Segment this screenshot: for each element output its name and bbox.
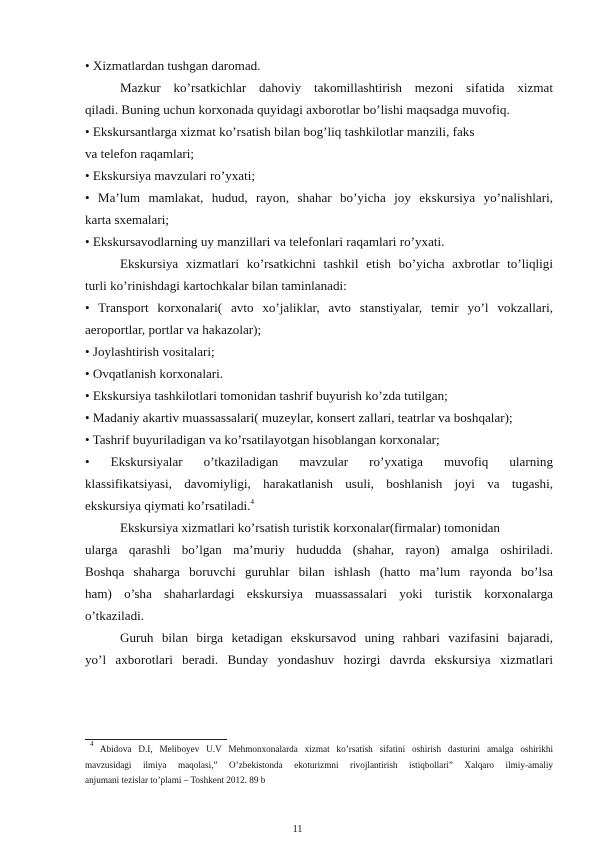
text-line: Mazkur ko’rsatkichlar dahoviy takomillashtirish mezoni sifatida xizmat xyxy=(120,80,553,95)
text-line: Ekskursiya xizmatlari ko’rsatish turistik korxonalar(firmalar) tomonidan xyxy=(120,520,500,535)
text-line: va telefon raqamlari; xyxy=(85,146,195,161)
footnote-divider xyxy=(85,739,227,740)
text-line: yo’l axborotlari beradi. Bunday yondashuv hozirgi davrda ekskursiya xizmatlari xyxy=(85,652,553,667)
body-text xyxy=(85,55,553,671)
text-line xyxy=(85,495,553,517)
text-line: • Ekskursavodlarning uy manzillari va telefonlari raqamlari ro’yxati. xyxy=(85,234,445,249)
text-line: • Transport korxonalari( avto xo’jaliklar, avto stanstiyalar, temir yo’l vokzallari, xyxy=(85,300,553,315)
text-line: • Ekskursantlarga xizmat ko’rsatish bilan bog’liq tashkilotlar manzili, faks xyxy=(85,124,475,139)
text-line-content: ekskursiya qiymati ko’rsatiladi. xyxy=(85,498,251,513)
text-line: Guruh bilan birga ketadigan ekskursavod uning rahbari vazifasini bajaradi, xyxy=(120,630,553,645)
text-line: • Ekskursiya mavzulari ro’yxati; xyxy=(85,168,256,183)
text-line: • Tashrif buyuriladigan va ko’rsatilayotgan hisoblangan korxonalar; xyxy=(85,432,440,447)
text-line: • Ma’lum mamlakat, hudud, rayon, shahar bo’yicha joy ekskursiya yo’nalishlari, xyxy=(85,190,553,205)
text-line: • Ovqatlanish korxonalari. xyxy=(85,366,224,381)
footnote-line xyxy=(85,742,553,758)
text-line: ham) o’sha shaharlardagi ekskursiya muassassalari yoki turistik korxonalarga xyxy=(85,586,553,601)
text-line: turli ko’rinishdagi kartochkalar bilan taminlanadi: xyxy=(85,278,347,293)
text-line: • Joylashtirish vositalari; xyxy=(85,344,215,359)
text-line: • Ekskursiya tashkilotlari tomonidan tashrif buyurish ko’zda tutilgan; xyxy=(85,388,448,403)
text-line: o’tkaziladi. xyxy=(85,608,145,623)
text-line: Boshqa shaharga boruvchi guruhlar bilan ishlash (hatto ma’lum rayonda bo’lsa xyxy=(85,564,553,579)
text-line: klassifikatsiyasi, davomiyligi, harakatlanish usuli, boshlanish joyi va tugashi, xyxy=(85,476,553,491)
footnote xyxy=(85,742,553,789)
text-line: karta sxemalari; xyxy=(85,212,169,227)
footnote-line: anjumani tezislar to’plami – Toshkent 2012. 89 b xyxy=(85,775,266,785)
text-line: qiladi. Buning uchun korxonada quyidagi axborotlar bo’lishi maqsadga muvofiq. xyxy=(85,102,510,117)
footnote-mark: 4 xyxy=(90,740,94,748)
footnote-line: mavzusidagi ilmiya maqolasi,” O’zbekistonda ekoturizmni rivojlantirish istiqbollari” Xalqaro ilmiy-amaliy xyxy=(85,759,553,770)
footnote-reference[interactable]: 4 xyxy=(250,498,254,506)
text-line: • Ekskursiyalar o’tkaziladigan mavzular ro’yxatiga muvofiq ularning xyxy=(85,454,553,469)
text-line: Ekskursiya xizmatlari ko’rsatkichni tashkil etish bo’yicha axbrotlar to’liqligi xyxy=(120,256,553,271)
text-line: aeroportlar, portlar va hakazolar); xyxy=(85,322,262,337)
text-line: • Madaniy akartiv muassassalari( muzeylar, konsert zallari, teatrlar va boshqalar); xyxy=(85,410,513,425)
text-line: • Xizmatlardan tushgan daromad. xyxy=(85,58,261,73)
page-number: 11 xyxy=(292,824,303,835)
text-line: ularga qarashli bo’lgan ma’muriy hududda (shahar, rayon) amalga oshiriladi. xyxy=(85,542,553,557)
footnote-text: Abidova D.I, Meliboyev U.V Mehmonxonalarda xizmat ko’rsatish sifatini oshirish dasturini amalga oshirikhi xyxy=(99,744,553,754)
